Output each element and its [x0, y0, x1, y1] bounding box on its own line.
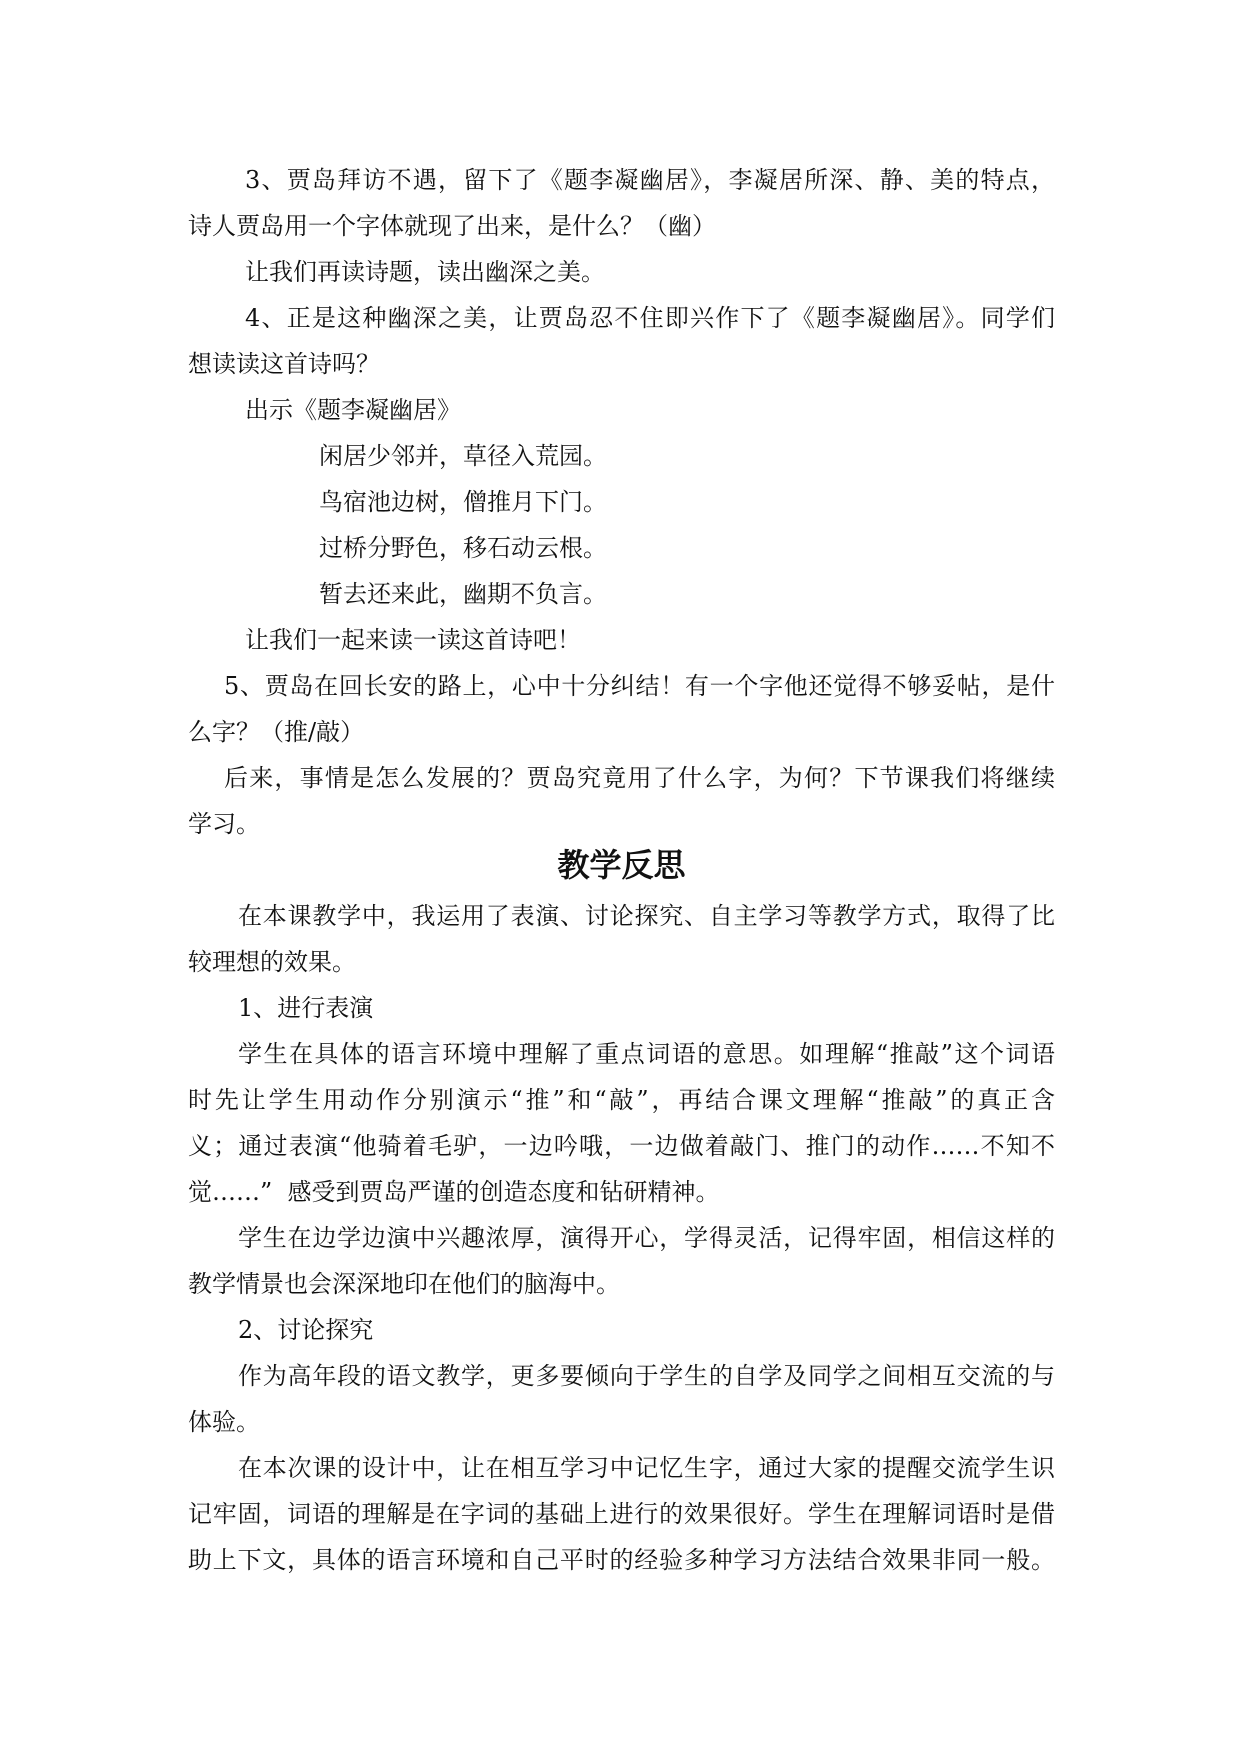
subheading-line: 2、讨论探究 — [238, 1316, 374, 1344]
section-heading: 教学反思 — [557, 846, 686, 884]
text-line: 义；通过表演“他骑着毛驴，一边吟哦，一边做着敲门、推门的动作……不知不 — [188, 1132, 1055, 1160]
text-line: 助上下文，具体的语言环境和自己平时的经验多种学习方法结合效果非同一般。 — [188, 1546, 1055, 1574]
text-line: 学生在边学边演中兴趣浓厚，演得开心，学得灵活，记得牢固，相信这样的 — [238, 1224, 1055, 1252]
reflection-section — [188, 893, 1055, 1583]
text-line: 记牢固，词语的理解是在字词的基础上进行的效果很好。学生在理解词语时是借 — [188, 1500, 1055, 1528]
text-line: 在本次课的设计中，让在相互学习中记忆生字，通过大家的提醒交流学生识 — [238, 1454, 1055, 1482]
text-line: 让我们再读诗题，读出幽深之美。 — [245, 258, 605, 286]
text-line: 在本课教学中，我运用了表演、讨论探究、自主学习等教学方式，取得了比 — [238, 902, 1055, 930]
text-line: 5、贾岛在回长安的路上，心中十分纠结！有一个字他还觉得不够妥帖，是什 — [224, 672, 1055, 700]
document-body — [188, 157, 1055, 1583]
text-line: 体验。 — [188, 1408, 260, 1436]
text-line: 3、贾岛拜访不遇，留下了《题李凝幽居》，李凝居所深、静、美的特点， — [245, 166, 1055, 194]
text-line: 觉……” 感受到贾岛严谨的创造态度和钻研精神。 — [188, 1178, 720, 1206]
text-line: 出示《题李凝幽居》 — [245, 396, 461, 424]
text-line: 学习。 — [188, 810, 260, 838]
text-line: 学生在具体的语言环境中理解了重点词语的意思。如理解“推敲”这个词语 — [238, 1040, 1055, 1068]
poem-block — [188, 433, 1055, 617]
text-line: 教学情景也会深深地印在他们的脑海中。 — [188, 1270, 620, 1298]
poem-line: 过桥分野色，移石动云根。 — [319, 534, 607, 562]
text-line: 么字？（推/敲） — [188, 718, 365, 746]
text-line: 想读读这首诗吗？ — [188, 350, 380, 378]
subheading-line: 1、进行表演 — [238, 994, 374, 1022]
text-line: 作为高年段的语文教学，更多要倾向于学生的自学及同学之间相互交流的与 — [238, 1362, 1055, 1390]
poem-line: 暂去还来此，幽期不负言。 — [319, 580, 607, 608]
text-line: 让我们一起来读一读这首诗吧！ — [245, 626, 581, 654]
poem-line: 闲居少邻并，草径入荒园。 — [319, 442, 607, 470]
lesson-section — [188, 157, 1055, 847]
text-line: 后来，事情是怎么发展的？贾岛究竟用了什么字，为何？下节课我们将继续 — [224, 764, 1055, 792]
text-line: 4、正是这种幽深之美，让贾岛忍不住即兴作下了《题李凝幽居》。同学们 — [245, 304, 1055, 332]
text-line: 诗人贾岛用一个字体就现了出来，是什么？（幽） — [188, 212, 716, 240]
text-line: 时先让学生用动作分别演示“推”和“敲”，再结合课文理解“推敲”的真正含 — [188, 1086, 1055, 1114]
poem-line: 鸟宿池边树，僧推月下门。 — [319, 488, 607, 516]
text-line: 较理想的效果。 — [188, 948, 356, 976]
